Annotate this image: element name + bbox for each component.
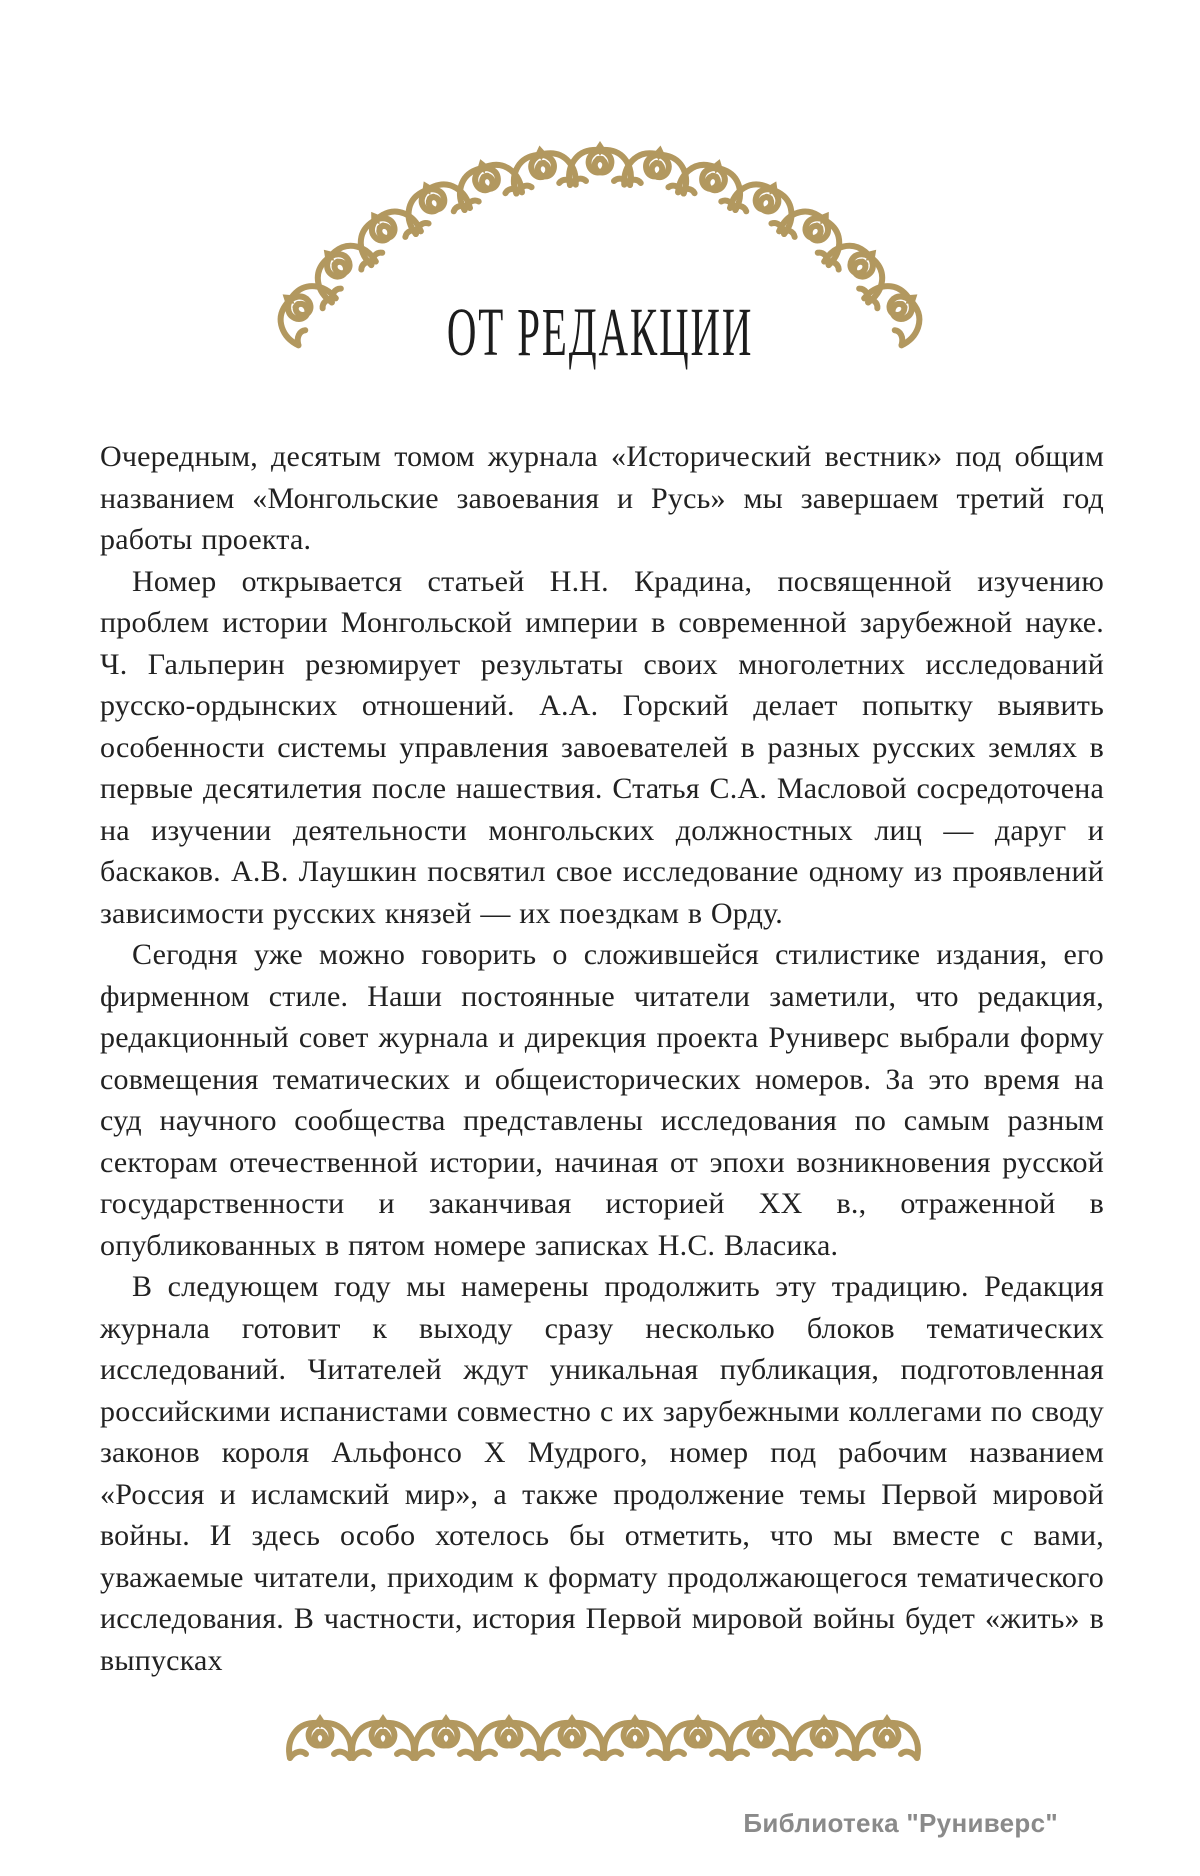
page-title-text: ОТ РЕДАКЦИИ	[446, 294, 754, 371]
bottom-ornament-band-icon	[0, 1702, 1200, 1772]
paragraph-1: Очередным, десятым томом журнала «Исторический вестник» под общим названием «Монгольские завоевания и Русь» мы завершаем третий год работы проекта.	[100, 440, 1104, 556]
paragraph-2: Номер открывается статьей Н.Н. Крадина, посвященной изучению проблем истории Монгольской империи в современной зарубежной науке. Ч. Гальперин резюмирует результаты своих многолетних исследований русско-ордынских отношений. А.А. Горский делает попытку выявить особенности системы управления завоевателей в разных русских землях в первые десятилетия после нашествия. Статья С.А. Масловой сосредоточена на изучении деятельности монгольских должностных лиц — даруг и баскаков. А.В. Лаушкин посвятил свое исследование одному из проявлений зависимости русских князей — их поездкам в Орду.	[100, 564, 1104, 930]
paragraph-3: Сегодня уже можно говорить о сложившейся стилистике издания, его фирменном стиле. Наши постоянные читатели заметили, что редакция, редакционный совет журнала и дирекция проекта Руниверс выбрали форму совмещения тематических и общеисторических номеров. За это время на суд научного сообщества представлены исследования по самым разным секторам отечественной истории, начиная от эпохи возникновения русской государственности и заканчивая историей XX в., отраженной в опубликованных в пятом номере записках Н.С. Власика.	[100, 938, 1104, 1262]
paragraph-4: В следующем году мы намерены продолжить эту традицию. Редакция журнала готовит к выходу сразу несколько блоков тематических исследований. Читателей ждут уникальная публикация, подготовленная российскими испанистами совместно с их зарубежными коллегами по своду законов короля Альфонсо X Мудрого, номер под рабочим названием «Россия и исламский мир», а также продолжение темы Первой мировой войны. И здесь особо хотелось бы отметить, что мы вместе с вами, уважаемые читатели, приходим к формату продолжающегося тематического исследования. В частности, история Первой мировой войны будет «жить» в выпусках	[100, 1270, 1104, 1677]
page-title	[0, 294, 1200, 371]
editorial-text	[100, 436, 1104, 1681]
library-watermark: Библиотека "Руниверс"	[743, 1808, 1058, 1838]
